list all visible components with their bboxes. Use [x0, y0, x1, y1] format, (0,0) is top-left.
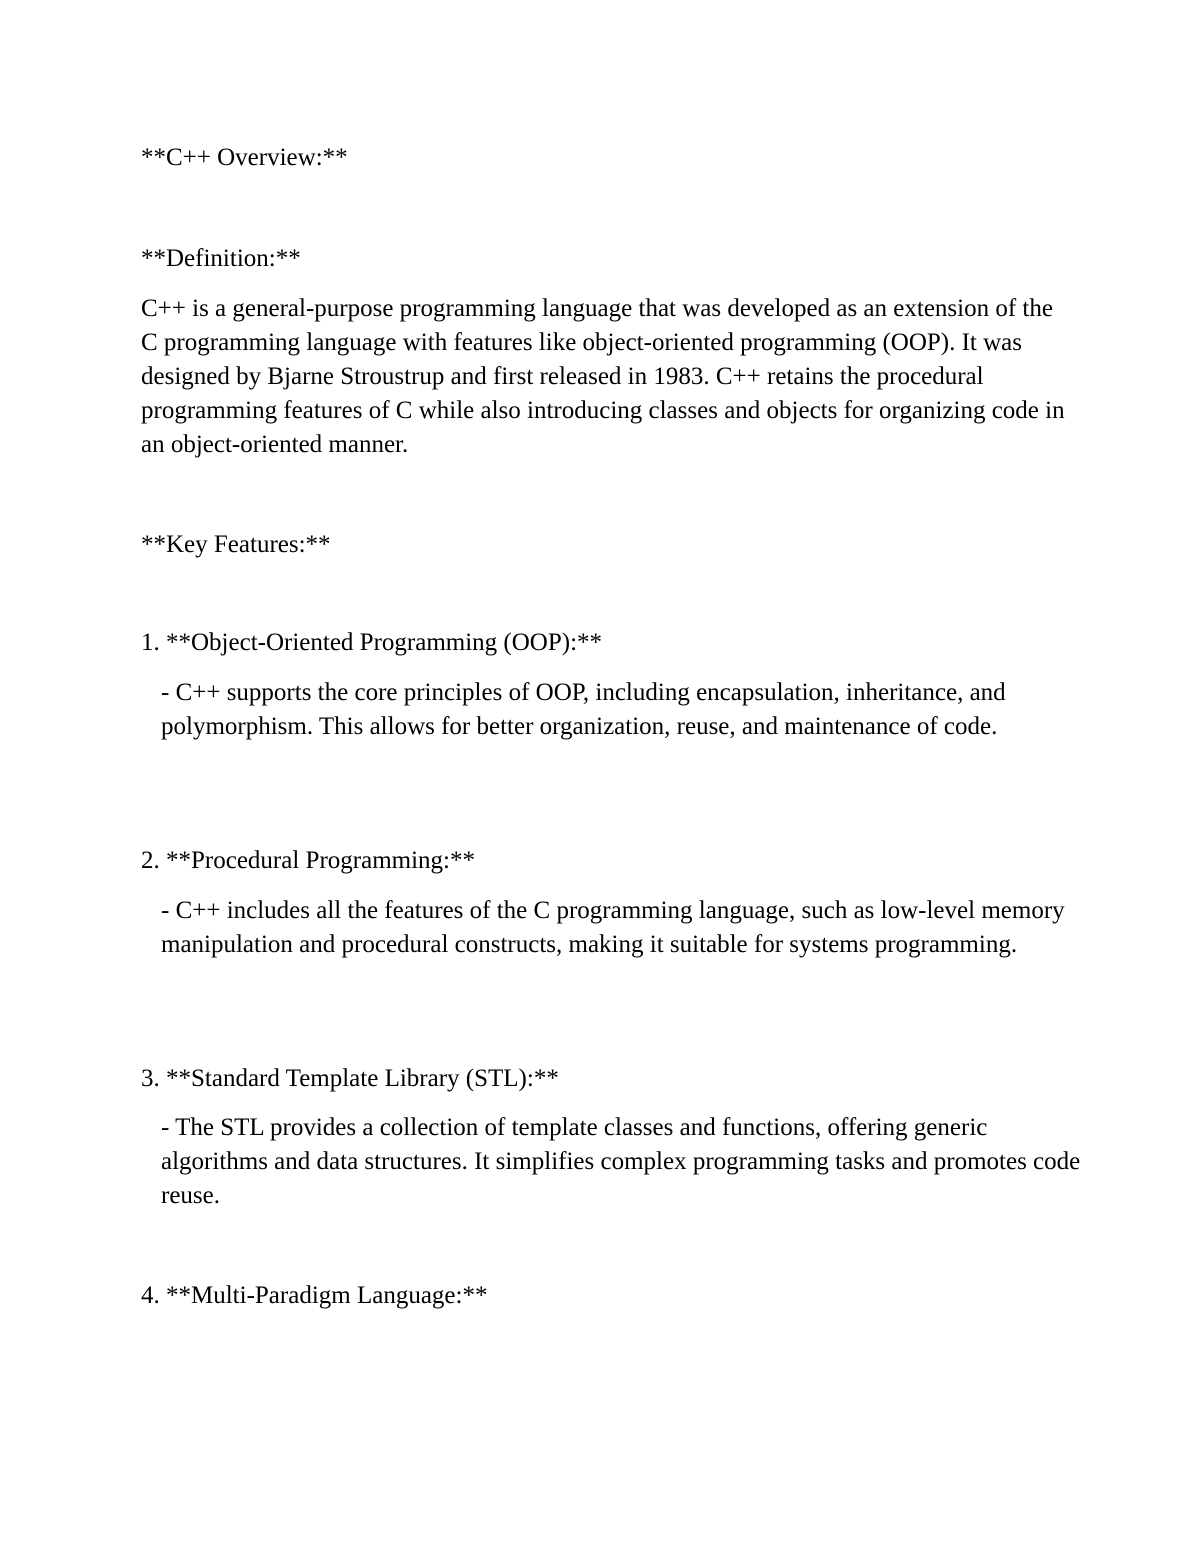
definition-heading: **Definition:** [141, 245, 301, 272]
document-title: **C++ Overview:** [141, 144, 348, 171]
feature-1-text: - C++ supports the core principles of OOP, including encapsulation, inheritance, and polymorphism. This allows for better organization, reuse, and maintenance of code. [161, 679, 1006, 740]
key-features-heading: **Key Features:** [141, 531, 331, 558]
feature-1-heading: 1. **Object-Oriented Programming (OOP):** [141, 629, 603, 656]
feature-2-text: - C++ includes all the features of the C programming language, such as low-level memory manipulation and procedural constructs, making it suitable for systems programming. [161, 897, 1065, 958]
feature-2-heading: 2. **Procedural Programming:** [141, 847, 475, 874]
feature-4-heading: 4. **Multi-Paradigm Language:** [141, 1282, 488, 1309]
feature-3-heading: 3. **Standard Template Library (STL):** [141, 1065, 559, 1092]
feature-3-text: - The STL provides a collection of template classes and functions, offering generic algorithms and data structures. It simplifies complex programming tasks and promotes code reuse. [161, 1114, 1081, 1209]
definition-paragraph: C++ is a general-purpose programming language that was developed as an extension of the C programming language with features like object-oriented programming (OOP). It was designed by Bjarne Stroustrup and first released in 1983. C++ retains the procedural programming features of C while also introducing classes and objects for organizing code in an object-oriented manner. [141, 295, 1065, 458]
